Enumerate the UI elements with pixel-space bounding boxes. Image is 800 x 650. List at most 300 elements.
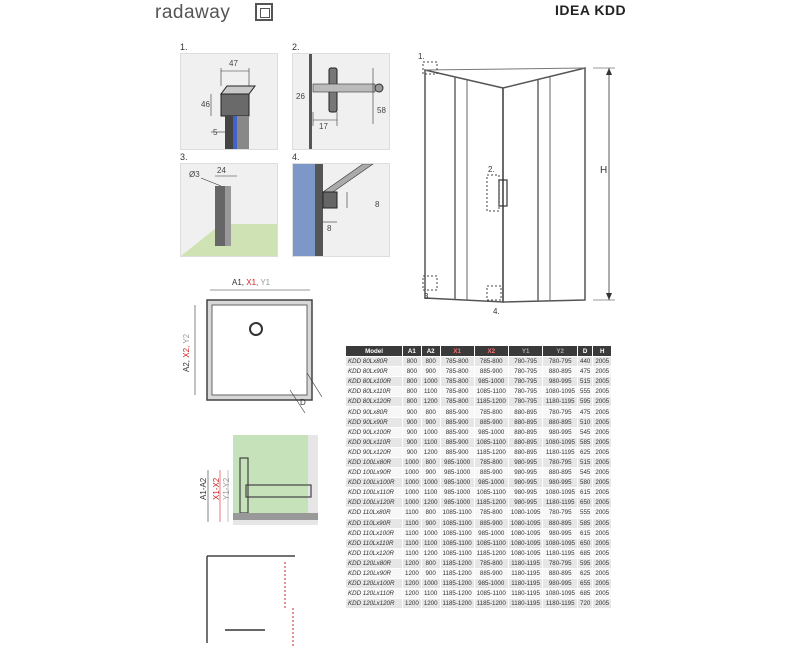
table-cell: KDD 120Lx80R [346, 558, 403, 568]
table-cell: 1000 [403, 498, 422, 508]
table-cell: 655 [578, 579, 593, 589]
table-cell: 800 [421, 558, 440, 568]
table-cell: 980-995 [508, 468, 543, 478]
table-cell: 1200 [421, 498, 440, 508]
table-cell: 545 [578, 468, 593, 478]
table-cell: 1080-1095 [543, 488, 578, 498]
table-cell: 985-1000 [440, 457, 474, 467]
col-y2: Y2 [543, 346, 578, 357]
table-cell: 1185-1200 [440, 558, 474, 568]
table-cell: KDD 100Lx110R [346, 488, 403, 498]
table-row [346, 528, 612, 538]
table-cell: 1085-1100 [474, 387, 508, 397]
table-cell: 625 [578, 447, 593, 457]
table-cell: 1000 [421, 579, 440, 589]
table-cell: 900 [403, 417, 422, 427]
detail-1-drawing [181, 54, 277, 149]
col-x1: X1 [440, 346, 474, 357]
table-cell: KDD 100Lx120R [346, 498, 403, 508]
table-cell: 800 [421, 357, 440, 367]
detail-3-dim-width: 24 [217, 166, 226, 175]
table-cell: 785-800 [474, 457, 508, 467]
table-cell: 1185-1200 [440, 579, 474, 589]
table-cell: 880-895 [508, 417, 543, 427]
table-cell: 515 [578, 377, 593, 387]
table-cell: 1085-1100 [474, 589, 508, 599]
table-cell: 1085-1100 [474, 488, 508, 498]
table-cell: 2005 [593, 387, 612, 397]
table-cell: 1100 [403, 508, 422, 518]
table-cell: 1180-1195 [543, 599, 578, 609]
table-cell: 780-795 [508, 357, 543, 367]
table-cell: 1180-1195 [508, 589, 543, 599]
table-cell: 785-800 [440, 357, 474, 367]
table-cell: 880-895 [543, 568, 578, 578]
table-row [346, 478, 612, 488]
table-cell: 1185-1200 [474, 447, 508, 457]
table-cell: 1080-1095 [508, 518, 543, 528]
table-cell: 780-795 [543, 357, 578, 367]
table-cell: 1000 [421, 427, 440, 437]
table-row [346, 457, 612, 467]
table-cell: 650 [578, 498, 593, 508]
table-cell: 1100 [403, 548, 422, 558]
table-cell: 900 [421, 367, 440, 377]
table-cell: 1085-1100 [440, 548, 474, 558]
brand-logo-mark [255, 3, 273, 21]
table-cell: 2005 [593, 407, 612, 417]
table-cell: 980-995 [543, 377, 578, 387]
table-cell: 2005 [593, 437, 612, 447]
col-d: D [578, 346, 593, 357]
plan-side-label: A2, X2, Y2 [182, 333, 191, 372]
table-cell: 1100 [403, 518, 422, 528]
table-cell: 980-995 [543, 427, 578, 437]
table-cell: 800 [403, 357, 422, 367]
detail-1-dim-gap: 5 [213, 128, 218, 137]
table-cell: 1200 [403, 589, 422, 599]
elevation-drawing [415, 50, 625, 320]
table-cell: 2005 [593, 457, 612, 467]
table-row [346, 437, 612, 447]
table-cell: 900 [421, 417, 440, 427]
table-cell: 985-1000 [474, 427, 508, 437]
table-cell: KDD 120Lx90R [346, 568, 403, 578]
table-cell: 1100 [421, 488, 440, 498]
table-cell: 980-995 [508, 478, 543, 488]
detail-4-dim-width: 8 [327, 224, 332, 233]
table-cell: 580 [578, 478, 593, 488]
table-cell: 1200 [421, 397, 440, 407]
table-cell: 1085-1100 [440, 508, 474, 518]
table-cell: 1085-1100 [474, 437, 508, 447]
table-cell: 1180-1195 [508, 568, 543, 578]
table-cell: 780-795 [508, 397, 543, 407]
table-cell: KDD 100Lx80R [346, 457, 403, 467]
table-cell: 475 [578, 367, 593, 377]
table-row [346, 397, 612, 407]
table-cell: 1000 [421, 528, 440, 538]
table-cell: 900 [403, 437, 422, 447]
section-label-y: Y1-Y2 [222, 477, 231, 500]
table-cell: 615 [578, 528, 593, 538]
table-cell: 2005 [593, 589, 612, 599]
detail-2-dim-height: 58 [377, 106, 386, 115]
table-cell: 475 [578, 407, 593, 417]
detail-1-label: 1. [180, 42, 188, 52]
table-cell: KDD 90Lx120R [346, 447, 403, 457]
table-cell: 1200 [403, 568, 422, 578]
table-cell: KDD 110Lx80R [346, 508, 403, 518]
table-cell: 1180-1195 [543, 447, 578, 457]
table-cell: 800 [403, 367, 422, 377]
table-row [346, 488, 612, 498]
elevation-callout-1: 1. [418, 52, 425, 61]
elevation-callout-3: 3. [424, 292, 431, 301]
table-cell: 800 [421, 407, 440, 417]
plan-diagonal-label: D [300, 398, 306, 407]
table-cell: 800 [403, 387, 422, 397]
corner-drawing [195, 548, 305, 648]
detail-1-dim-width: 47 [229, 59, 238, 68]
detail-3-dim-diameter: Ø3 [189, 170, 200, 179]
table-cell: 1185-1200 [474, 397, 508, 407]
table-cell: 1080-1095 [543, 387, 578, 397]
table-cell: 885-900 [474, 568, 508, 578]
table-cell: 1080-1095 [508, 528, 543, 538]
spec-table-header [346, 346, 612, 357]
table-cell: 900 [421, 468, 440, 478]
table-cell: 1185-1200 [474, 498, 508, 508]
table-row [346, 427, 612, 437]
table-cell: 1185-1200 [474, 548, 508, 558]
table-cell: 1080-1095 [508, 538, 543, 548]
table-cell: 2005 [593, 468, 612, 478]
detail-4-dim-height: 8 [375, 200, 380, 209]
table-cell: 985-1000 [440, 498, 474, 508]
col-model: Model [346, 346, 403, 357]
table-cell: 900 [403, 427, 422, 437]
detail-3-label: 3. [180, 152, 188, 162]
table-cell: 1200 [403, 558, 422, 568]
table-cell: 440 [578, 357, 593, 367]
table-cell: 880-895 [508, 437, 543, 447]
table-cell: KDD 80Lx100R [346, 377, 403, 387]
table-cell: 885-900 [474, 468, 508, 478]
col-y1: Y1 [508, 346, 543, 357]
table-cell: 2005 [593, 599, 612, 609]
table-cell: 885-900 [474, 518, 508, 528]
detail-4-panel [292, 163, 390, 257]
table-cell: 1200 [403, 599, 422, 609]
table-cell: 985-1000 [474, 377, 508, 387]
table-row [346, 579, 612, 589]
table-cell: 595 [578, 397, 593, 407]
table-cell: 780-795 [508, 377, 543, 387]
table-cell: 595 [578, 558, 593, 568]
table-cell: 1085-1100 [440, 538, 474, 548]
table-cell: 1200 [421, 548, 440, 558]
table-cell: 2005 [593, 447, 612, 457]
table-cell: 515 [578, 457, 593, 467]
section-label-x: X1-X2 [212, 477, 221, 500]
table-cell: 555 [578, 387, 593, 397]
elevation-callout-2: 2. [488, 165, 495, 174]
table-cell: 585 [578, 518, 593, 528]
table-row [346, 508, 612, 518]
product-title: IDEA KDD [555, 2, 627, 18]
section-label-a: A1-A2 [199, 477, 208, 500]
table-cell: 1100 [403, 528, 422, 538]
table-cell: 1200 [421, 599, 440, 609]
table-cell: 800 [421, 508, 440, 518]
table-row [346, 548, 612, 558]
table-cell: 880-895 [508, 447, 543, 457]
table-row [346, 367, 612, 377]
table-cell: 1180-1195 [508, 558, 543, 568]
table-cell: KDD 90Lx100R [346, 427, 403, 437]
detail-3-panel [180, 163, 278, 257]
table-cell: 685 [578, 589, 593, 599]
table-cell: 1180-1195 [508, 599, 543, 609]
table-cell: 885-900 [440, 427, 474, 437]
table-cell: 785-800 [474, 558, 508, 568]
table-cell: 880-895 [543, 417, 578, 427]
table-cell: KDD 100Lx100R [346, 478, 403, 488]
table-cell: KDD 120Lx120R [346, 599, 403, 609]
table-cell: 1185-1200 [440, 568, 474, 578]
table-row [346, 518, 612, 528]
table-cell: 885-900 [440, 437, 474, 447]
table-cell: 510 [578, 417, 593, 427]
table-cell: 1000 [421, 478, 440, 488]
table-cell: 800 [403, 397, 422, 407]
detail-4-drawing [293, 164, 389, 256]
table-cell: 785-800 [440, 397, 474, 407]
table-cell: 1185-1200 [440, 599, 474, 609]
table-cell: 2005 [593, 508, 612, 518]
table-cell: KDD 110Lx110R [346, 538, 403, 548]
table-row [346, 357, 612, 367]
table-cell: 780-795 [543, 457, 578, 467]
table-cell: 555 [578, 508, 593, 518]
table-cell: 1080-1095 [543, 538, 578, 548]
table-cell: 2005 [593, 538, 612, 548]
table-row [346, 589, 612, 599]
table-cell: 785-800 [474, 357, 508, 367]
table-cell: 900 [403, 447, 422, 457]
table-row [346, 417, 612, 427]
table-cell: 785-800 [474, 508, 508, 518]
table-cell: 780-795 [543, 508, 578, 518]
table-cell: 885-900 [474, 417, 508, 427]
table-cell: 985-1000 [440, 468, 474, 478]
table-cell: 785-800 [440, 367, 474, 377]
table-cell: 1085-1100 [474, 538, 508, 548]
table-cell: 545 [578, 427, 593, 437]
table-cell: 885-900 [440, 447, 474, 457]
table-cell: 1000 [421, 377, 440, 387]
table-cell: 1100 [421, 538, 440, 548]
table-cell: KDD 90Lx110R [346, 437, 403, 447]
table-cell: 2005 [593, 367, 612, 377]
table-cell: KDD 110Lx120R [346, 548, 403, 558]
table-cell: 1185-1200 [474, 599, 508, 609]
table-cell: KDD 90Lx80R [346, 407, 403, 417]
detail-2-dim-width: 17 [319, 122, 328, 131]
table-cell: KDD 120Lx100R [346, 579, 403, 589]
col-x2: X2 [474, 346, 508, 357]
table-cell: 780-795 [543, 407, 578, 417]
table-cell: 880-895 [508, 427, 543, 437]
table-cell: 985-1000 [474, 478, 508, 488]
table-cell: 2005 [593, 397, 612, 407]
detail-1-panel [180, 53, 278, 150]
brand-logo: radaway [155, 2, 231, 23]
table-cell: 1200 [403, 579, 422, 589]
table-cell: KDD 120Lx110R [346, 589, 403, 599]
table-cell: KDD 110Lx100R [346, 528, 403, 538]
table-row [346, 558, 612, 568]
table-cell: 800 [403, 377, 422, 387]
table-cell: KDD 80Lx90R [346, 367, 403, 377]
table-cell: 985-1000 [440, 488, 474, 498]
table-cell: 2005 [593, 488, 612, 498]
table-cell: 1000 [403, 478, 422, 488]
table-cell: 1000 [403, 488, 422, 498]
table-cell: 2005 [593, 417, 612, 427]
table-cell: 2005 [593, 558, 612, 568]
col-a2: A2 [421, 346, 440, 357]
table-cell: 880-895 [508, 407, 543, 417]
table-cell: 685 [578, 548, 593, 558]
table-cell: 720 [578, 599, 593, 609]
table-cell: 1180-1195 [543, 397, 578, 407]
table-cell: 1085-1100 [440, 518, 474, 528]
table-cell: 2005 [593, 498, 612, 508]
table-row [346, 387, 612, 397]
table-cell: 1180-1195 [543, 548, 578, 558]
detail-1-dim-height: 46 [201, 100, 210, 109]
table-cell: KDD 80Lx110R [346, 387, 403, 397]
table-cell: 780-795 [508, 387, 543, 397]
table-cell: 2005 [593, 478, 612, 488]
table-cell: 1185-1200 [440, 589, 474, 599]
table-cell: 785-800 [440, 377, 474, 387]
table-cell: 785-800 [474, 407, 508, 417]
table-cell: 1085-1100 [440, 528, 474, 538]
table-cell: 1180-1195 [508, 579, 543, 589]
table-cell: 1000 [403, 457, 422, 467]
table-cell: 625 [578, 568, 593, 578]
table-row [346, 468, 612, 478]
elevation-callout-4: 4. [493, 307, 500, 316]
table-row [346, 377, 612, 387]
table-cell: 1000 [403, 468, 422, 478]
table-cell: 900 [421, 568, 440, 578]
table-cell: KDD 80Lx80R [346, 357, 403, 367]
table-cell: 980-995 [508, 488, 543, 498]
table-cell: 1200 [421, 447, 440, 457]
table-cell: 785-800 [440, 387, 474, 397]
table-cell: 985-1000 [440, 478, 474, 488]
plan-top-label: A1, X1, Y1 [232, 278, 271, 287]
col-a1: A1 [403, 346, 422, 357]
table-cell: 2005 [593, 548, 612, 558]
table-cell: 880-895 [543, 518, 578, 528]
table-cell: KDD 100Lx90R [346, 468, 403, 478]
detail-2-panel [292, 53, 390, 150]
table-cell: 980-995 [543, 478, 578, 488]
table-cell: 1180-1195 [543, 498, 578, 508]
table-cell: 980-995 [543, 579, 578, 589]
table-cell: 885-900 [440, 407, 474, 417]
detail-2-dim-depth: 26 [296, 92, 305, 101]
table-cell: 2005 [593, 518, 612, 528]
table-cell: 985-1000 [474, 528, 508, 538]
table-cell: 800 [421, 457, 440, 467]
detail-4-label: 4. [292, 152, 300, 162]
table-cell: 985-1000 [474, 579, 508, 589]
table-cell: 1100 [421, 437, 440, 447]
table-cell: 1100 [403, 538, 422, 548]
table-cell: 900 [421, 518, 440, 528]
table-cell: 880-895 [543, 367, 578, 377]
table-cell: 1080-1095 [543, 589, 578, 599]
table-cell: KDD 110Lx90R [346, 518, 403, 528]
table-cell: 615 [578, 488, 593, 498]
table-cell: 780-795 [543, 558, 578, 568]
table-cell: KDD 80Lx120R [346, 397, 403, 407]
table-cell: 980-995 [508, 498, 543, 508]
table-cell: 980-995 [543, 528, 578, 538]
table-cell: 2005 [593, 568, 612, 578]
table-cell: 1080-1095 [543, 437, 578, 447]
table-cell: 1100 [421, 387, 440, 397]
table-row [346, 538, 612, 548]
table-row [346, 407, 612, 417]
table-row [346, 498, 612, 508]
table-cell: 2005 [593, 528, 612, 538]
table-cell: 2005 [593, 579, 612, 589]
table-cell: 2005 [593, 357, 612, 367]
table-row [346, 599, 612, 609]
table-cell: 650 [578, 538, 593, 548]
table-cell: 885-900 [440, 417, 474, 427]
spec-table-body [346, 357, 612, 609]
table-row [346, 568, 612, 578]
table-cell: 1080-1095 [508, 548, 543, 558]
table-cell: 1080-1095 [508, 508, 543, 518]
table-cell: 880-895 [543, 468, 578, 478]
detail-2-label: 2. [292, 42, 300, 52]
table-cell: 1100 [421, 589, 440, 599]
table-cell: 780-795 [508, 367, 543, 377]
table-cell: 900 [403, 407, 422, 417]
table-cell: 885-900 [474, 367, 508, 377]
detail-2-drawing [293, 54, 389, 149]
table-row [346, 447, 612, 457]
spec-table [345, 345, 612, 609]
plan-drawing [190, 285, 330, 420]
table-cell: 2005 [593, 377, 612, 387]
table-cell: 980-995 [508, 457, 543, 467]
height-label: H [600, 165, 608, 176]
table-cell: 585 [578, 437, 593, 447]
table-cell: 2005 [593, 427, 612, 437]
col-h: H [593, 346, 612, 357]
table-cell: KDD 90Lx90R [346, 417, 403, 427]
